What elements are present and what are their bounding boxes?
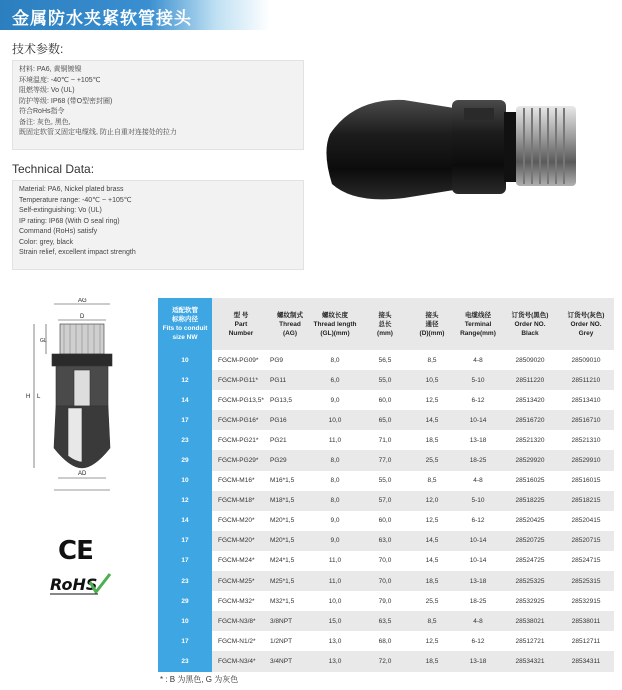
cell-bore: 8,5 [427,617,437,625]
cell-terminal-range: 4-8 [473,356,483,364]
spec-table [158,298,614,672]
header-line: 标称内径 [172,316,198,323]
cell-thread-length: 8,0 [330,497,340,505]
table-row [158,430,614,450]
cell-part-number: FGCM-N3/8* [218,617,256,625]
cell-order-grey: 28534311 [571,657,601,665]
cell-thread-length: 8,0 [330,457,340,465]
cell-thread-length: 13,0 [328,637,342,645]
cell-thread: M20*1,5 [270,517,295,525]
spec-cn-heading: 技术参数: [12,42,64,56]
cell-bore: 10,5 [425,376,439,384]
cell-nw: 23 [158,651,212,671]
cell-terminal-range: 10-14 [469,537,487,545]
cell-order-grey: 28509010 [571,356,601,364]
table-row [158,511,614,531]
header-line: 螺纹制式 [277,311,303,319]
header-line: size NW [172,334,198,341]
drawing-label-ag: AG [78,298,87,304]
cell-nw: 17 [158,531,212,551]
cell-part-number: FGCM-PG09* [218,356,259,364]
cell-nw: 14 [158,511,212,531]
cell-order-grey: 28516710 [571,416,601,424]
cell-order-grey: 28512711 [571,637,601,645]
cell-terminal-range: 13-18 [469,577,487,585]
footnote: * : B 为黑色, G 为灰色 [160,675,239,684]
spec-cn-line: 备注: 灰色, 黑色, [19,118,71,126]
header-line: Order NO. [514,320,546,328]
cell-part-number: FGCM-PG21* [218,436,259,444]
cell-thread: M18*1,5 [270,497,295,505]
cell-thread: PG9 [270,356,284,364]
col-header-thread [264,298,310,350]
cell-order-black: 28520425 [515,517,545,525]
cell-order-grey: 28511210 [571,376,601,384]
ce-mark: CE [58,536,93,566]
header-line: 订货号(黑色) [511,311,549,319]
header-line: 接头 [378,311,392,319]
cell-order-grey: 28529910 [571,457,601,465]
header-line: 接头 [425,311,439,319]
cell-order-black: 28516720 [515,416,545,424]
cell-bore: 12,5 [425,517,439,525]
cell-thread-length: 9,0 [330,396,340,404]
cell-order-black: 28525325 [515,577,545,585]
cell-total-length: 68,0 [378,637,392,645]
cell-order-black: 28521320 [515,436,545,444]
cell-terminal-range: 6-12 [471,517,485,525]
cell-order-black: 28538021 [515,617,545,625]
header-line: Thread length [313,320,357,328]
product-photo [314,72,594,212]
table-row [158,631,614,651]
cell-nw: 17 [158,410,212,430]
cell-order-grey: 28521310 [571,436,601,444]
dimension-drawing [10,298,140,498]
cell-thread: M25*1,5 [270,577,295,585]
drawing-label-gl: GL [40,338,47,344]
cell-bore: 18,5 [425,577,439,585]
col-header-thread-length [310,298,360,350]
drawing-label-l: L [37,394,41,400]
cell-total-length: 79,0 [378,597,392,605]
cell-nw: 12 [158,370,212,390]
header-line: (AG) [282,329,298,337]
cell-part-number: FGCM-PG11* [218,376,258,384]
spec-en-line: IP rating: IP68 (With O seal ring) [19,217,120,225]
cell-part-number: FGCM-M25* [218,577,255,585]
cell-thread-length: 6,0 [330,376,340,384]
cell-bore: 14,5 [425,557,439,565]
spec-en-heading: Technical Data: [12,162,95,176]
cell-nw: 29 [158,450,212,470]
cell-thread-length: 10,0 [328,597,342,605]
rohs-label: RoHS [50,575,98,594]
cell-terminal-range: 18-25 [469,457,487,465]
cell-order-black: 28512721 [515,637,545,645]
spec-en-line: Self-extinguishing: Vo (UL) [19,207,102,214]
spec-cn-line: 既固定软管又固定电缆线, 防止自重对连接处的拉力 [19,129,177,136]
drawing-label-ad: AD [78,471,87,477]
cell-thread: 1/2NPT [270,637,293,645]
header-line: (D)(mm) [419,329,445,337]
cell-total-length: 60,0 [378,517,392,525]
col-header-order-black [502,298,558,350]
drawing-label-h: H [26,394,31,400]
col-header-terminal-range [454,298,502,350]
cell-nw: 14 [158,390,212,410]
cell-terminal-range: 13-18 [469,657,487,665]
cell-nw: 17 [158,631,212,651]
spec-cn-line: 材料: PA6, 黄铜镀镍 [19,66,82,73]
cell-thread: 3/4NPT [270,657,293,665]
cell-bore: 12,5 [425,396,439,404]
header-line: Part [234,320,248,328]
table-row [158,350,614,370]
cell-total-length: 60,0 [378,396,392,404]
checkmark-icon [48,572,112,598]
header-line: Number [228,329,254,337]
cell-order-black: 28516025 [515,477,545,485]
cell-part-number: FGCM-N1/2* [218,637,256,645]
cell-thread-length: 11,0 [328,577,342,585]
cell-part-number: FGCM-M18* [218,497,255,505]
cell-total-length: 65,0 [378,416,392,424]
cell-bore: 14,5 [425,416,439,424]
cell-order-grey: 28520715 [571,537,601,545]
cell-part-number: FGCM-PG16* [218,416,259,424]
cell-bore: 8,5 [427,356,437,364]
cell-thread-length: 13,0 [328,657,342,665]
cell-terminal-range: 4-8 [473,477,483,485]
cell-nw: 29 [158,591,212,611]
cell-order-grey: 28516015 [571,477,601,485]
header-line: Range(mm) [460,329,496,337]
cell-bore: 8,5 [427,477,437,485]
cell-nw: 12 [158,491,212,511]
cell-thread-length: 11,0 [328,436,342,444]
header-line: (mm) [377,329,393,337]
table-row [158,491,614,511]
cell-bore: 18,5 [425,436,439,444]
cell-total-length: 71,0 [378,436,392,444]
spec-cn-line: 符合RoHs指令 [19,108,65,115]
table-row [158,390,614,410]
table-row [158,651,614,671]
table-row [158,450,614,470]
cell-terminal-range: 5-10 [471,497,485,505]
col-header-bore [410,298,454,350]
cell-bore: 25,5 [425,597,439,605]
cell-part-number: FGCM-M20* [218,537,255,545]
cell-bore: 18,5 [425,657,439,665]
header-line: 电缆线径 [465,311,491,319]
rohs-mark [48,572,112,598]
cell-total-length: 77,0 [378,457,392,465]
cell-order-grey: 28518215 [571,497,601,505]
cell-terminal-range: 18-25 [469,597,487,605]
cell-part-number: FGCM-M16* [218,477,255,485]
cell-thread-length: 8,0 [330,477,340,485]
table-header [158,298,614,350]
cell-bore: 12,5 [425,637,439,645]
header-line: 通径 [425,320,439,328]
cell-thread-length: 8,0 [330,356,340,364]
cell-order-grey: 28520415 [571,517,601,525]
cell-thread: M32*1,5 [270,597,295,605]
cell-thread-length: 11,0 [328,557,342,565]
cell-terminal-range: 6-12 [471,637,485,645]
header-line: (GL)(mm) [320,329,350,337]
spec-cn-line: 防护等级: IP68 (带O型密封圈) [19,97,113,105]
table-row [158,551,614,571]
cell-thread-length: 10,0 [328,416,342,424]
cell-part-number: FGCM-PG29* [218,457,259,465]
cell-nw: 10 [158,350,212,370]
cell-thread: PG21 [270,436,287,444]
cell-total-length: 63,5 [378,617,392,625]
header-line: 型 号 [233,311,249,319]
cell-thread: M16*1,5 [270,477,295,485]
table-row [158,531,614,551]
spec-cn-box [12,60,304,150]
title-bar [0,0,270,30]
cell-nw: 17 [158,551,212,571]
header-line: 适配软管 [172,307,198,314]
table-row [158,611,614,631]
header-line: Order NO. [570,320,602,328]
header-line: Terminal [464,320,492,328]
cell-order-black: 28513420 [515,396,545,404]
header-line: Thread [279,320,301,328]
cell-total-length: 70,0 [378,577,392,585]
header-line: Fits to conduit [162,325,208,332]
header-line: 订货号(灰色) [567,311,605,319]
col-header-nw [158,298,212,350]
cell-order-black: 28518225 [515,497,545,505]
cell-order-black: 28524725 [515,557,545,565]
cell-nw: 23 [158,430,212,450]
spec-en-box [12,180,304,270]
table-row [158,370,614,390]
cell-total-length: 72,0 [378,657,392,665]
cell-terminal-range: 10-14 [469,557,487,565]
cell-order-black: 28529920 [515,457,545,465]
cell-terminal-range: 6-12 [471,396,485,404]
cell-thread-length: 15,0 [328,617,342,625]
header-line: 螺纹长度 [322,311,348,319]
cell-total-length: 57,0 [378,497,392,505]
cell-bore: 12,0 [425,497,439,505]
cell-order-grey: 28513410 [571,396,601,404]
spec-en-line: Command (RoHs) satisfy [19,228,98,235]
cell-terminal-range: 13-18 [469,436,487,444]
cell-order-grey: 28524715 [571,557,601,565]
cell-thread: PG13,5 [270,396,293,404]
cell-thread: PG11 [270,376,287,384]
table-row [158,410,614,430]
cell-order-black: 28520725 [515,537,545,545]
header-line: 总长 [378,320,392,328]
spec-en-line: Color: grey, black [19,238,73,246]
spec-en-line: Material: PA6, Nickel plated brass [19,186,124,193]
cell-bore: 25,5 [425,457,439,465]
cell-total-length: 55,0 [378,477,392,485]
col-header-total-length [360,298,410,350]
cell-order-black: 28509020 [515,356,545,364]
cell-order-black: 28532925 [515,597,545,605]
col-header-order-grey [558,298,614,350]
spec-en-line: Strain relief, excellent impact strength [19,249,136,256]
cell-terminal-range: 10-14 [469,416,487,424]
table-body [158,350,614,672]
cell-thread: PG29 [270,457,287,465]
cell-thread: PG16 [270,416,287,424]
cell-total-length: 55,0 [378,376,392,384]
col-header-part-number [212,298,264,350]
cell-order-black: 28534321 [515,657,545,665]
cell-order-grey: 28532915 [571,597,601,605]
cell-thread-length: 9,0 [330,537,340,545]
table-row [158,471,614,491]
drawing-label-d: D [80,314,85,320]
header-line: Grey [578,329,594,337]
cell-part-number: FGCM-PG13,5* [218,396,264,404]
cell-nw: 23 [158,571,212,591]
cell-terminal-range: 4-8 [473,617,483,625]
cell-total-length: 70,0 [378,557,392,565]
cell-terminal-range: 5-10 [471,376,485,384]
cell-thread: 3/8NPT [270,617,293,625]
spec-cn-line: 环境温度: -40℃ ~ +105℃ [19,76,101,84]
cell-nw: 10 [158,471,212,491]
cell-part-number: FGCM-M32* [218,597,255,605]
page-title: 金属防水夹紧软管接头 [12,9,192,29]
table-row [158,591,614,611]
header-line: Black [521,329,539,337]
cell-thread: M24*1,5 [270,557,295,565]
cell-order-grey: 28538011 [571,617,601,625]
cell-part-number: FGCM-M24* [218,557,255,565]
spec-en-line: Temperature range: -40℃ ~ +105℃ [19,196,132,204]
table-row [158,571,614,591]
cell-thread-length: 9,0 [330,517,340,525]
cell-part-number: FGCM-M20* [218,517,255,525]
cell-order-black: 28511220 [515,376,545,384]
cell-thread: M20*1,5 [270,537,295,545]
cell-part-number: FGCM-N3/4* [218,657,256,665]
cell-total-length: 63,0 [378,537,392,545]
cell-order-grey: 28525315 [571,577,601,585]
cell-total-length: 56,5 [378,356,392,364]
cell-nw: 10 [158,611,212,631]
cell-bore: 14,5 [425,537,439,545]
spec-cn-line: 阻燃等级: Vo (UL) [19,87,75,94]
